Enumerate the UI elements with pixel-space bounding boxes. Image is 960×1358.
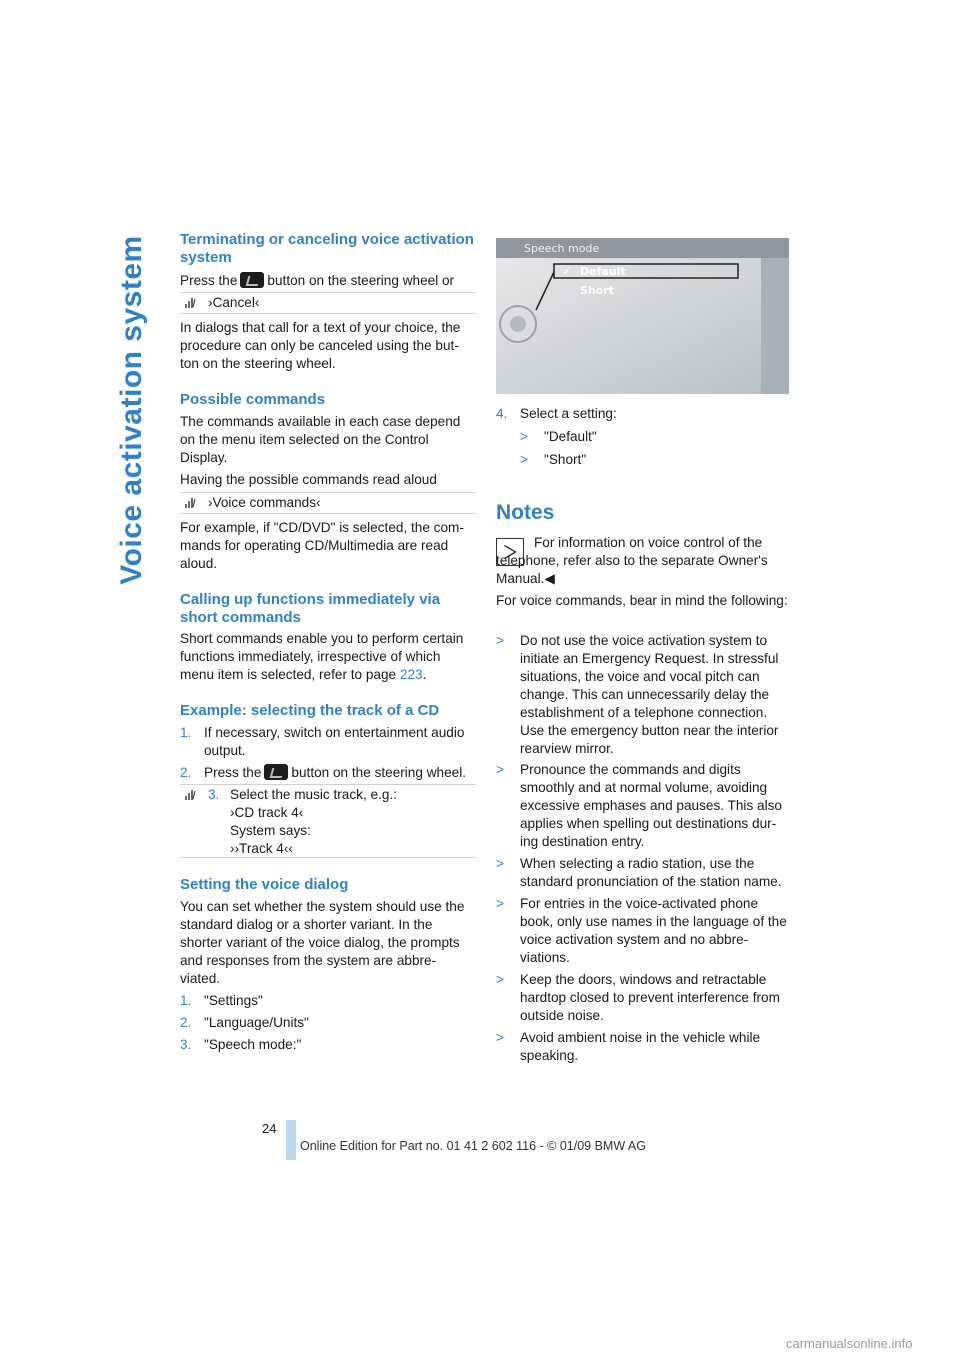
heading-example-track: Example: selecting the track of a CD	[180, 702, 440, 719]
page-reference-link[interactable]: 223	[399, 667, 423, 682]
steering-voice-button-icon	[240, 272, 264, 288]
watermark: carmanualsonline.info	[786, 1336, 913, 1351]
screen-option-default: Default	[580, 265, 626, 278]
paragraph-dialogs: In dialogs that call for a text of your choice, the procedure can only be canceled using the but-ton on the steering wheel.	[180, 320, 461, 371]
paragraph-bear-in-mind: For voice commands, bear in mind the following:	[496, 593, 788, 608]
voice-command-step3: 3. Select the music track, e.g.: ›CD track 4‹ System says: ››Track 4‹‹	[180, 784, 476, 858]
heading-notes: Notes	[496, 501, 555, 524]
note-block: For information on voice control of the telephone, refer also to the separate Owner's Manual.◀	[496, 535, 768, 586]
speech-mode-screenshot	[496, 238, 789, 394]
footer-edition-text: Online Edition for Part no. 01 41 2 602 116 - © 01/09 BMW AG	[300, 1139, 646, 1153]
heading-possible-commands: Possible commands	[180, 391, 326, 408]
chapter-side-title	[110, 235, 154, 585]
heading-short-commands: Calling up functions immediately via short commands	[180, 591, 441, 626]
voice-command-icon	[184, 296, 198, 310]
heading-terminating: Terminating or canceling voice activation system	[180, 231, 474, 266]
screen-title: Speech mode	[524, 242, 600, 255]
paragraph-press-button: Press the button on the steering wheel or	[180, 273, 455, 288]
paragraph-read-aloud: Having the possible commands read aloud	[180, 472, 437, 487]
chapter-title-text: Voice activation system	[115, 235, 148, 585]
screen-option-short: Short	[580, 284, 614, 297]
paragraph-example-cd: For example, if "CD/DVD" is selected, the com-mands for operating CD/Multimedia are read aloud.	[180, 520, 464, 571]
page-number: 24	[262, 1121, 277, 1136]
voice-command-icon	[184, 496, 198, 510]
voice-command-icon	[184, 788, 198, 802]
paragraph-voice-dialog: You can set whether the system should use the standard dialog or a shorter variant. In the shorter variant of the voice dialog, the prompts and responses from the system are abbre-viated.	[180, 899, 465, 986]
heading-voice-dialog: Setting the voice dialog	[180, 876, 349, 893]
paragraph-available-commands: The commands available in each case depend on the menu item selected on the Control Display.	[180, 414, 461, 465]
steering-voice-button-icon	[264, 764, 288, 780]
paragraph-short-commands: Short commands enable you to perform certain functions immediately, irrespective of which menu item is selected, refer to page 223.	[180, 631, 464, 682]
control-display-image	[496, 238, 789, 394]
voice-command-voice-commands: ›Voice commands‹	[180, 492, 476, 514]
footer-bar	[286, 1120, 296, 1160]
voice-command-cancel: ›Cancel‹	[180, 292, 476, 314]
svg-text:✓: ✓	[562, 265, 572, 278]
